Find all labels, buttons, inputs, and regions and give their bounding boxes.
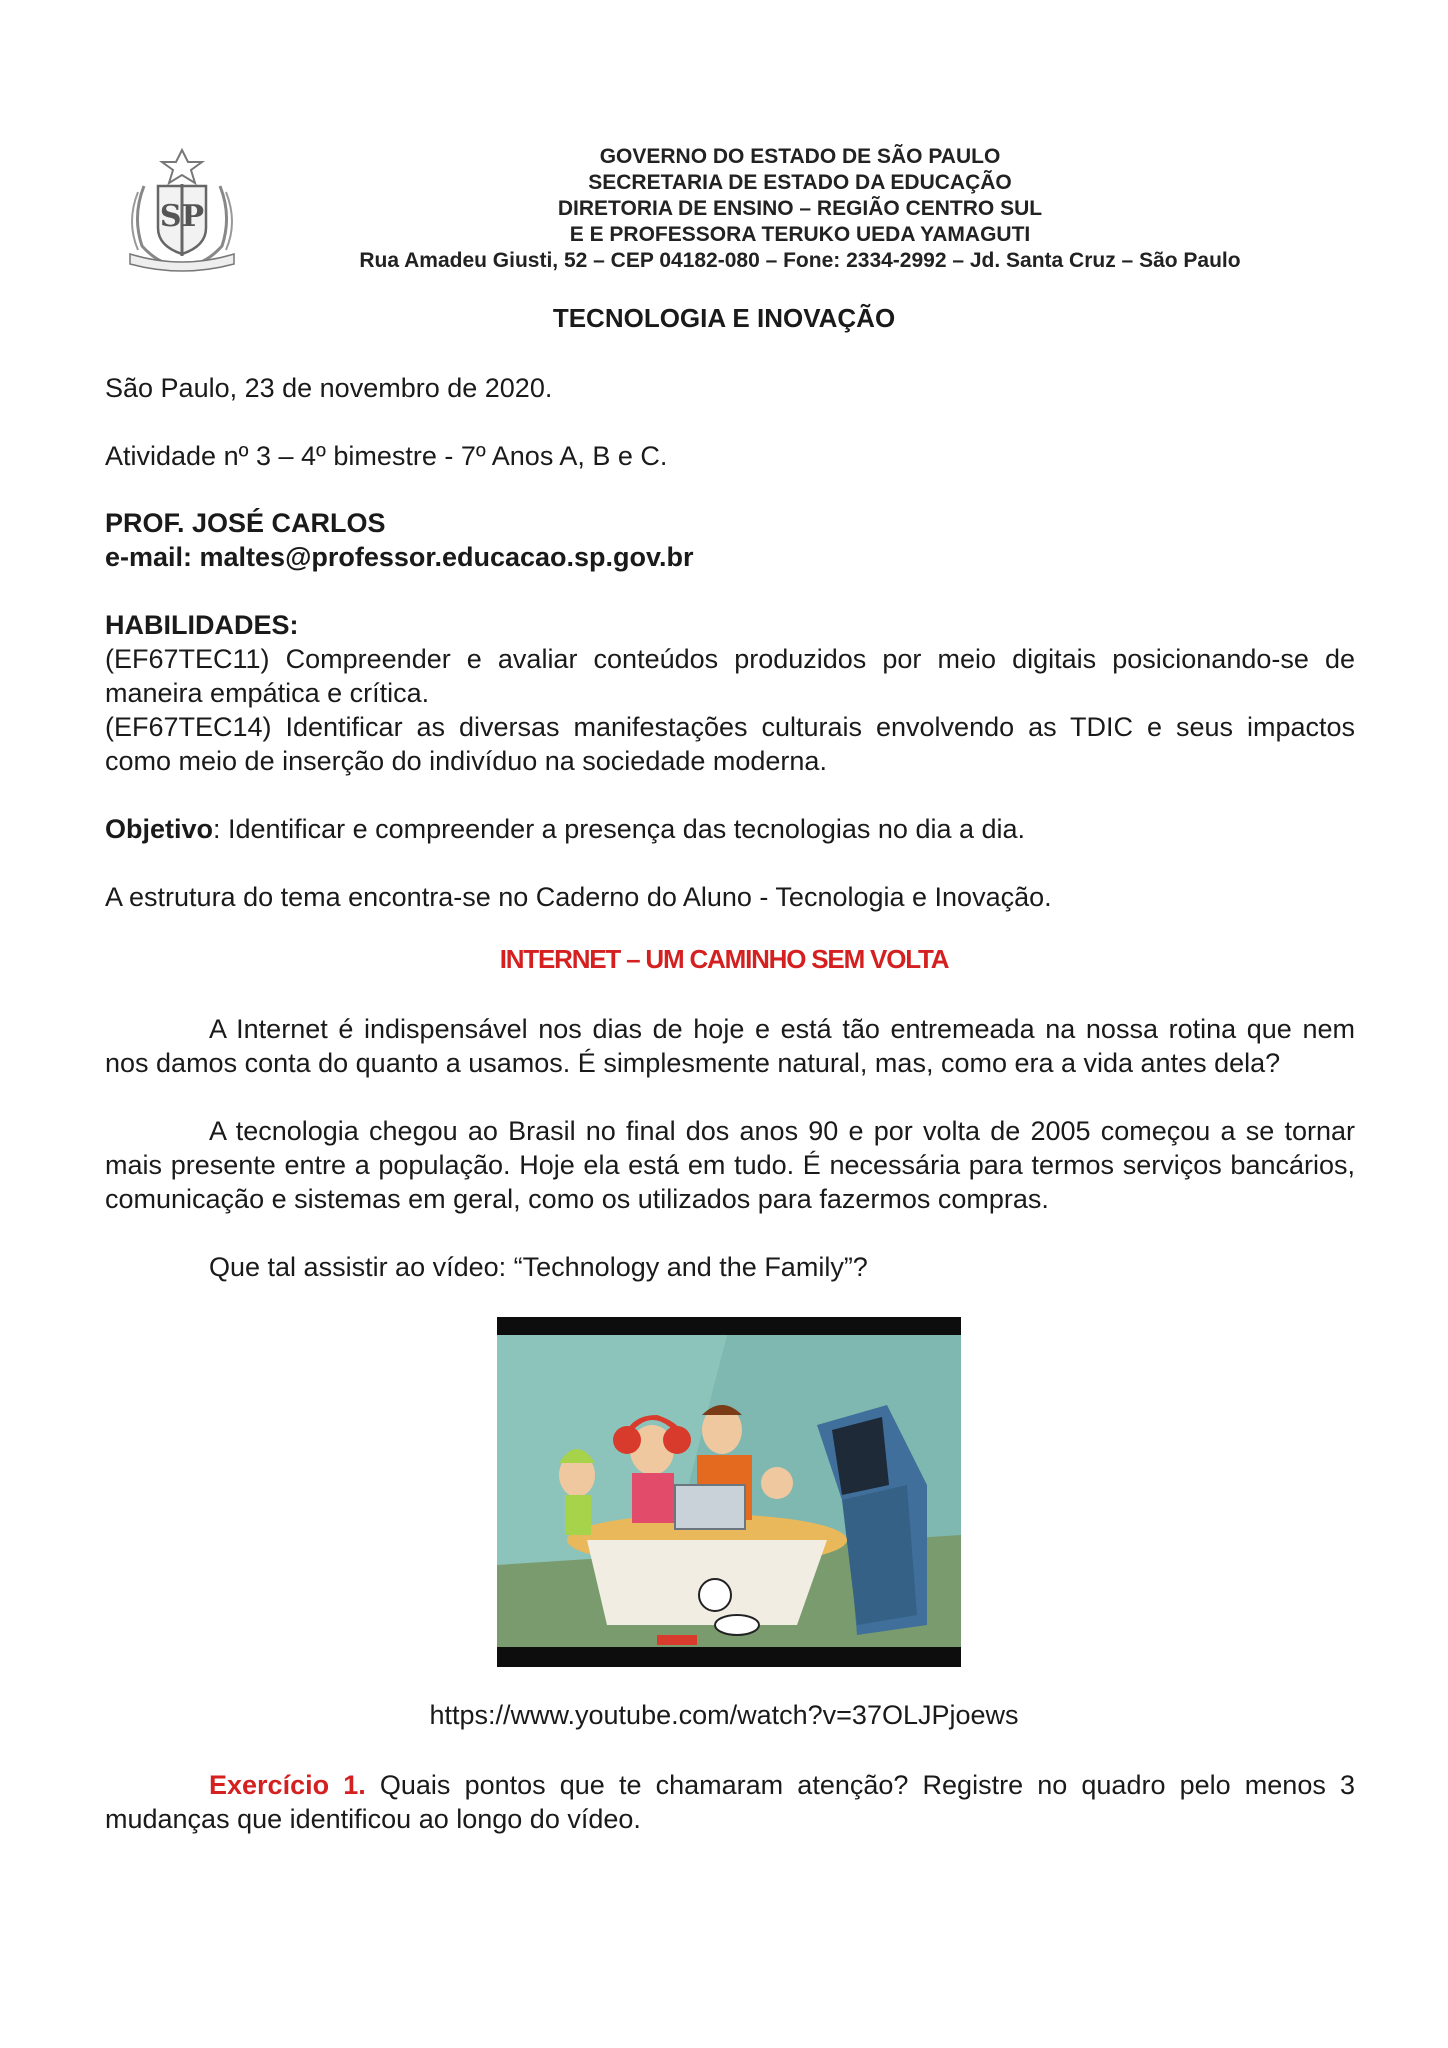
video-thumbnail[interactable] xyxy=(497,1317,961,1667)
skills-heading: HABILIDADES: xyxy=(105,610,299,640)
exercise-label: Exercício 1. xyxy=(209,1770,366,1800)
objective-line xyxy=(105,812,1355,846)
header-line-government: GOVERNO DO ESTADO DE SÃO PAULO xyxy=(599,145,1001,168)
teacher-email: e-mail: maltes@professor.educacao.sp.gov.br xyxy=(105,542,694,572)
svg-text:SP: SP xyxy=(159,199,205,234)
header-line-secretariat: SECRETARIA DE ESTADO DA EDUCAÇÃO xyxy=(588,171,1012,194)
paragraph: Que tal assistir ao vídeo: “Technology and the Family”? xyxy=(209,1252,868,1282)
activity-line: Atividade nº 3 – 4º bimestre - 7º Anos A, B e C. xyxy=(105,441,668,471)
date-line: São Paulo, 23 de novembro de 2020. xyxy=(105,373,553,403)
document-title: TECNOLOGIA E INOVAÇÃO xyxy=(552,303,896,333)
header-address: Rua Amadeu Giusti, 52 – CEP 04182-080 – Fone: 2334-2992 – Jd. Santa Cruz – São Paulo xyxy=(359,249,1241,272)
exercise-text: Quais pontos que te chamaram atenção? Registre no quadro pelo menos 3 mudanças que identificou ao longo do vídeo. xyxy=(105,1770,1355,1834)
letterhead-text xyxy=(260,144,1340,274)
skill-item: (EF67TEC14) Identificar as diversas manifestações culturais envolvendo as TDIC e seus impactos como meio de inserção do indivíduo na sociedade moderna. xyxy=(105,712,1355,776)
structure-note: A estrutura do tema encontra-se no Caderno do Aluno - Tecnologia e Inovação. xyxy=(105,882,1052,912)
header-line-directorate: DIRETORIA DE ENSINO – REGIÃO CENTRO SUL xyxy=(557,197,1043,220)
header-line-school: E E PROFESSORA TERUKO UEDA YAMAGUTI xyxy=(569,223,1031,246)
teacher-name: PROF. JOSÉ CARLOS xyxy=(105,508,386,538)
coat-of-arms-icon xyxy=(122,146,242,274)
paragraph: A tecnologia chegou ao Brasil no final dos anos 90 e por volta de 2005 começou a se tornar mais presente entre a população. Hoje ela está em tudo. É necessária para termos serviços bancários, comunicação e sistemas em geral, como os utilizados para fazermos compras. xyxy=(105,1116,1355,1214)
skill-item: (EF67TEC11) Compreender e avaliar conteúdos produzidos por meio digitais posicionando-se de maneira empática e crítica. xyxy=(105,644,1355,708)
cartoon-family-illustration xyxy=(497,1335,961,1647)
objective-label: Objetivo xyxy=(105,814,214,844)
letterhead xyxy=(110,140,1340,290)
paragraph: A Internet é indispensável nos dias de hoje e está tão entremeada na nossa rotina que nem nos damos conta do quanto a usamos. É simplesmente natural, mas, como era a vida antes dela? xyxy=(105,1014,1355,1078)
exercise-1 xyxy=(105,1768,1355,1836)
objective-text: : Identificar e compreender a presença das tecnologias no dia a dia. xyxy=(213,814,1026,844)
video-link[interactable]: https://www.youtube.com/watch?v=37OLJPjoews xyxy=(429,1700,1019,1730)
section-title: INTERNET – UM CAMINHO SEM VOLTA xyxy=(499,944,949,974)
